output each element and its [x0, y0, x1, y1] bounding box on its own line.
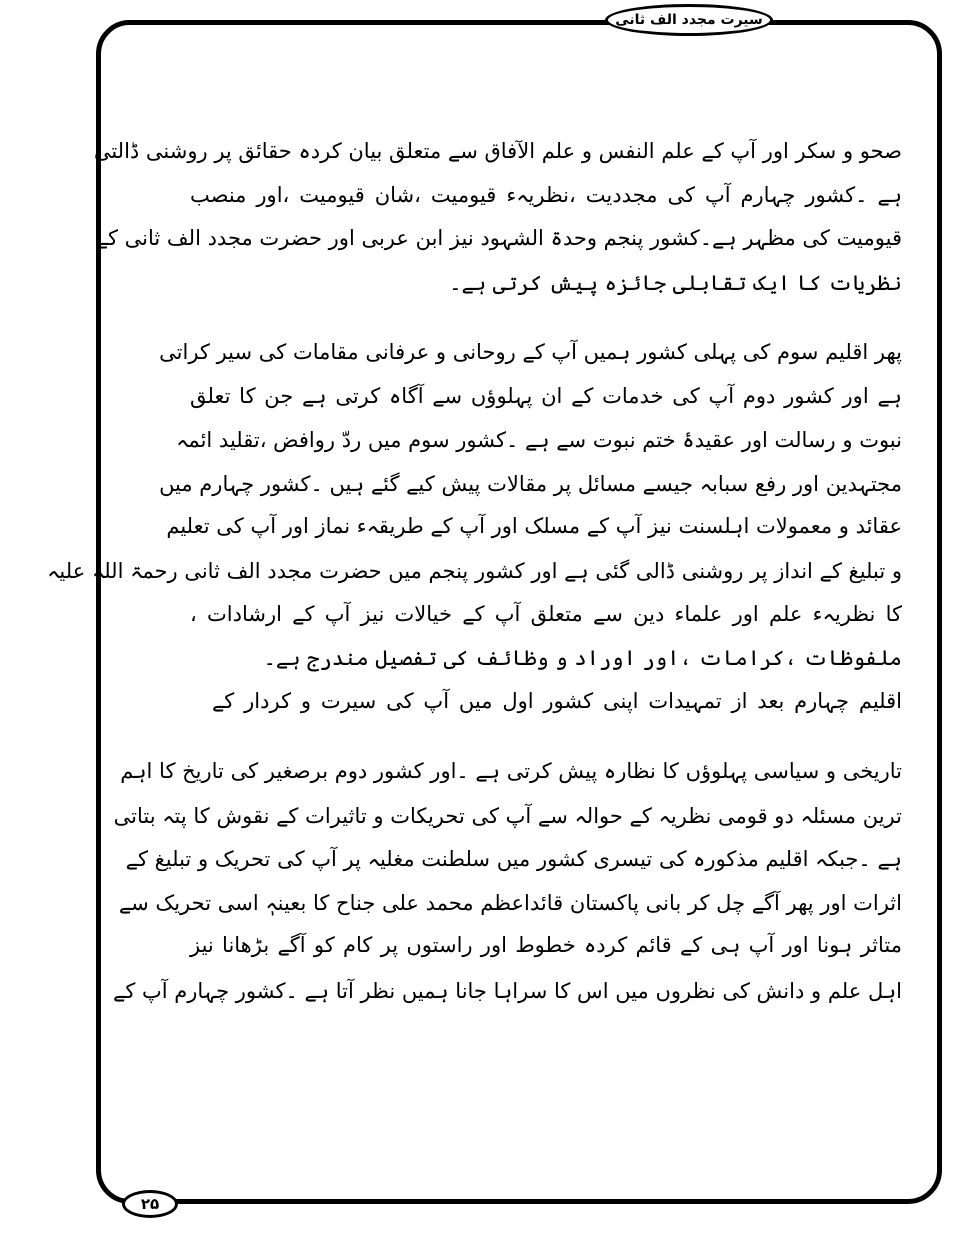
- text-line: تاریخی و سیاسی پہلوؤں کا نظارہ پیش کرتی ہے ۔اور کشور دوم برصغیر کی تاریخ کا اہم: [120, 759, 902, 783]
- text-line: ہے اور کشور دوم آپ کی خدمات کے ان پہلوؤں سے آگاہ کرتی ہے جن کا تعلق: [190, 384, 902, 408]
- page-number-badge: [122, 1190, 178, 1218]
- text-line: متاثر ہونا اور آپ ہی کے قائم کردہ خطوط اور راستوں پر کام کو آگے بڑھانا نیز: [190, 933, 902, 957]
- text-line: کا نظریہء علم اور علماء دین سے متعلق آپ کے خیالات نیز آپ کے ارشادات ،: [190, 602, 902, 626]
- text-line: نظریات کا ایک تقابلی جائزہ پیش کرتی ہے۔: [449, 271, 902, 295]
- text-line: پھر اقلیم سوم کی پہلی کشور ہمیں آپ کے روحانی و عرفانی مقامات کی سیر کراتی: [159, 340, 902, 364]
- text-line: ملفوظات ،کرامات ،اور اوراد و وظائف کی تفصیل مندرج ہے۔: [263, 646, 902, 670]
- text-line: و تبلیغ کے انداز پر روشنی ڈالی گئی ہے اور کشور پنجم میں حضرت مجدد الف ثانی رحمۃ اللہ علیہ: [47, 559, 902, 583]
- text-line: ہے ۔کشور چہارم آپ کی مجددیت ،نظریہء قیومیت ،شان قیومیت ،اور منصب: [190, 183, 902, 207]
- page-number: ۲۵: [140, 1195, 160, 1213]
- text-line: اثرات اور پھر آگے چل کر بانی پاکستان قائداعظم محمد علی جناح کا بعینہٖ اسی تحریک سے: [118, 891, 902, 915]
- text-line: اہل علم و دانش کی نظروں میں اس کا سراہا جانا ہمیں نظر آتا ہے ۔کشور چہارم آپ کے: [113, 979, 902, 1003]
- text-line: عقائد و معمولات اہلسنت نیز آپ کے مسلک اور آپ کے طریقہء نماز اور آپ کی تعلیم: [166, 514, 902, 538]
- text-line: ہے ۔جبکہ اقلیم مذکورہ کی تیسری کشور میں سلطنت مغلیہ پر آپ کی تحریک و تبلیغ کے: [125, 847, 902, 871]
- text-line: قیومیت کی مظہر ہے۔کشور پنجم وحدۃ الشہود نیز ابن عربی اور حضرت مجدد الف ثانی کے: [95, 226, 902, 250]
- text-line: ترین مسئلہ دو قومی نظریہ کے حوالہ سے آپ کی تحریکات و تاثیرات کے نقوش کا پتہ بتاتی: [113, 804, 902, 828]
- text-line: نبوت و رسالت اور عقیدۂ ختم نبوت سے ہے ۔کشور سوم میں ردّ روافض ،تقلید ائمہ: [176, 428, 902, 452]
- text-line: اقلیم چہارم بعد از تمہیدات اپنی کشور اول میں آپ کی سیرت و کردار کے: [212, 689, 902, 713]
- text-line: صحو و سکر اور آپ کے علم النفس و علم الآفاق سے متعلق بیان کردہ حقائق پر روشنی ڈالتی: [93, 139, 902, 163]
- running-header: [605, 4, 773, 36]
- running-title: سیرت مجدد الف ثانی: [615, 12, 763, 28]
- text-line: مجتہدین اور رفع سبابہ جیسے مسائل پر مقالات پیش کیے گئے ہیں ۔کشور چہارم میں: [159, 472, 902, 496]
